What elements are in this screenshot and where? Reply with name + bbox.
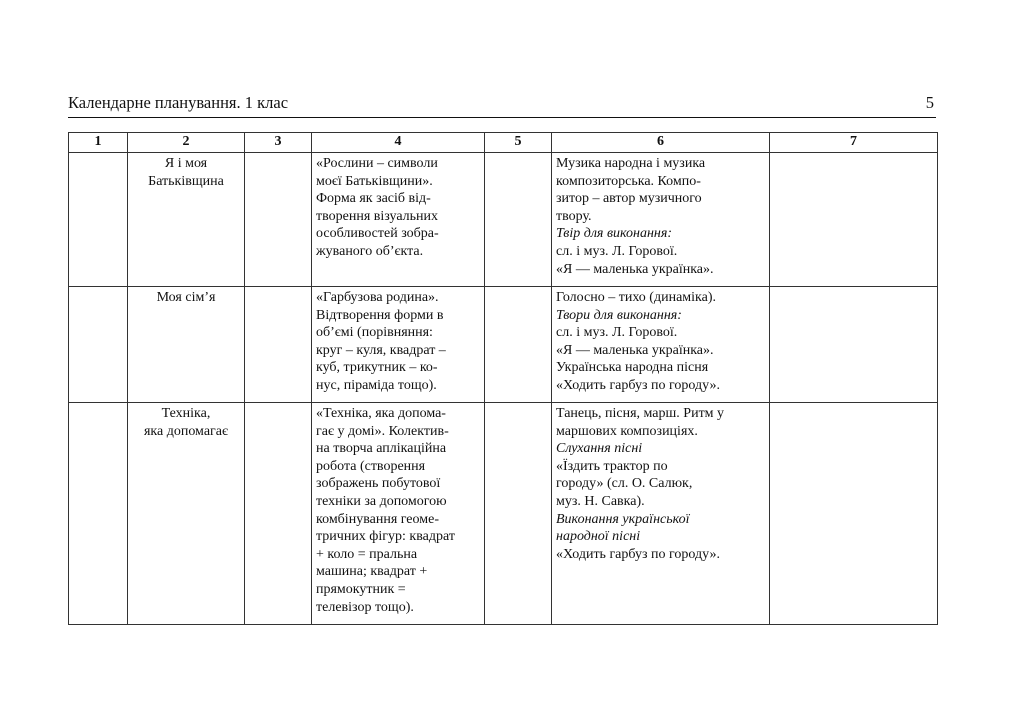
art-lesson-line: круг – куля, квадрат – xyxy=(316,342,446,358)
art-lesson-line: робота (створення xyxy=(316,458,426,474)
table-cell-col6 xyxy=(552,403,770,625)
music-lesson-line: Українська народна пісня xyxy=(556,360,709,376)
art-lesson-line: Форма як засіб від- xyxy=(316,191,431,207)
music-lesson-line: Танець, пісня, марш. Ритм у xyxy=(556,406,725,421)
table-cell-col6 xyxy=(552,153,770,287)
art-lesson-line: тричних фігур: квадрат xyxy=(316,529,455,545)
topic-line: Я і моя xyxy=(164,156,208,171)
art-lesson-line: телевізор тощо). xyxy=(316,599,414,615)
table-cell-col2 xyxy=(128,287,245,403)
table-cell-col2 xyxy=(128,403,245,625)
art-lesson-line: комбінування геоме- xyxy=(316,511,439,527)
page-header xyxy=(68,93,936,118)
topic-line: яка допомагає xyxy=(143,423,229,439)
art-lesson-line: Відтворення форми в xyxy=(316,307,444,323)
column-header: 7 xyxy=(770,133,938,153)
music-lesson-line: Твір для виконання: xyxy=(556,226,673,242)
art-lesson-line: творення візуальних xyxy=(316,208,439,224)
art-lesson-line: особливостей зобра- xyxy=(316,226,439,242)
art-lesson-line: машина; квадрат + xyxy=(316,564,428,580)
art-lesson-line: техніки за допомогою xyxy=(316,493,447,509)
table-cell-col7 xyxy=(770,403,938,625)
topic-line: Моя сім’я xyxy=(156,290,216,305)
music-lesson-line: сл. і муз. Л. Горової. xyxy=(556,325,678,341)
table-cell-col5 xyxy=(485,153,552,287)
art-lesson-line: зображень побутової xyxy=(316,476,441,492)
music-lesson-line: муз. Н. Савка). xyxy=(556,493,645,509)
music-lesson-line: композиторська. Компо- xyxy=(556,173,701,189)
art-lesson-line: на творча аплікаційна xyxy=(316,441,447,457)
music-lesson-line: народної пісні xyxy=(556,529,641,545)
art-lesson-line: жуваного об’єкта. xyxy=(316,243,424,259)
column-header: 4 xyxy=(312,133,485,153)
music-lesson-line: Виконання української xyxy=(556,511,690,527)
music-lesson-line: Голосно – тихо (динаміка). xyxy=(556,290,716,305)
planning-table xyxy=(68,132,938,625)
table-cell-col4 xyxy=(312,287,485,403)
music-lesson-line: маршових композиціях. xyxy=(556,423,698,439)
table-row xyxy=(69,403,938,625)
table-cell-col1 xyxy=(69,287,128,403)
music-lesson-line: «Я — маленька українка». xyxy=(556,342,714,358)
page-title: Календарне планування. 1 клас xyxy=(68,93,289,112)
art-lesson-line: гає у домі». Колектив- xyxy=(316,423,449,439)
table-cell-col3 xyxy=(245,287,312,403)
column-header: 3 xyxy=(245,133,312,153)
table-cell-col7 xyxy=(770,287,938,403)
art-lesson-line: «Рослини – символи xyxy=(316,156,438,171)
table-cell-col2 xyxy=(128,153,245,287)
table-cell-col4 xyxy=(312,403,485,625)
page-number: 5 xyxy=(925,93,934,112)
table-cell-col5 xyxy=(485,287,552,403)
music-lesson-line: сл. і муз. Л. Горової. xyxy=(556,243,678,259)
art-lesson-line: нус, піраміда тощо). xyxy=(316,377,437,393)
music-lesson-line: Твори для виконання: xyxy=(556,307,682,323)
music-lesson-line: «Я — маленька українка». xyxy=(556,261,714,277)
music-lesson-line: городу» (сл. О. Салюк, xyxy=(556,476,693,492)
column-header: 5 xyxy=(485,133,552,153)
table-row xyxy=(69,287,938,403)
art-lesson-line: об’ємі (порівняння: xyxy=(316,325,433,341)
table-cell-col1 xyxy=(69,153,128,287)
art-lesson-line: куб, трикутник – ко- xyxy=(316,360,438,376)
art-lesson-line: «Техніка, яка допома- xyxy=(316,406,446,421)
music-lesson-line: «Ходить гарбуз по городу». xyxy=(556,546,720,562)
art-lesson-line: + коло = пральна xyxy=(316,546,418,562)
music-lesson-line: Музика народна і музика xyxy=(556,156,706,171)
table-cell-col3 xyxy=(245,153,312,287)
table-cell-col4 xyxy=(312,153,485,287)
topic-line: Батьківщина xyxy=(148,173,224,189)
column-header: 2 xyxy=(128,133,245,153)
topic-line: Техніка, xyxy=(161,406,211,421)
music-lesson-line: «Їздить трактор по xyxy=(556,458,668,474)
table-row xyxy=(69,153,938,287)
table-cell-col3 xyxy=(245,403,312,625)
column-header: 6 xyxy=(552,133,770,153)
art-lesson-line: «Гарбузова родина». xyxy=(316,290,439,305)
art-lesson-line: моєї Батьківщини». xyxy=(316,173,433,189)
art-lesson-line: прямокутник = xyxy=(316,581,406,597)
table-cell-col1 xyxy=(69,403,128,625)
column-header: 1 xyxy=(69,133,128,153)
music-lesson-line: Слухання пісні xyxy=(556,441,643,457)
table-header-row xyxy=(69,133,938,153)
table-cell-col5 xyxy=(485,403,552,625)
music-lesson-line: «Ходить гарбуз по городу». xyxy=(556,377,720,393)
table-cell-col6 xyxy=(552,287,770,403)
music-lesson-line: твору. xyxy=(556,208,592,224)
music-lesson-line: зитор – автор музичного xyxy=(556,191,702,207)
table-cell-col7 xyxy=(770,153,938,287)
